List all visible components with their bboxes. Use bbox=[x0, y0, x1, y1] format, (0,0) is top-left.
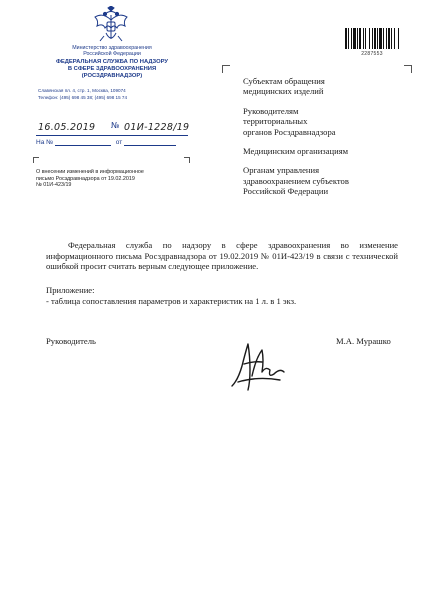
address-bracket-right bbox=[404, 65, 412, 73]
registration-number: 01И-1228/19 bbox=[124, 122, 190, 133]
service-name: ФЕДЕРАЛЬНАЯ СЛУЖБА ПО НАДЗОРУ В СФЕРЕ ЗДРАВООХРАНЕНИЯ (РОСЗДРАВНАДЗОР) bbox=[55, 58, 169, 80]
number-sign: № bbox=[111, 121, 120, 130]
attachment-item: - таблица сопоставления параметров и характеристик на 1 л. в 1 экз. bbox=[46, 296, 297, 306]
service-address: Славянская пл. 4, стр. 1, Москва, 109074 Телефон: (495) 698 45 38; (495) 698 15 74 bbox=[38, 88, 128, 100]
addressee-block bbox=[243, 76, 413, 206]
addressee: Медицинским организациям bbox=[243, 146, 349, 157]
subject-bracket-left bbox=[33, 157, 39, 163]
barcode-number: 2287553 bbox=[361, 51, 383, 57]
signatory-name: М.А. Мурашко bbox=[336, 336, 391, 346]
addressee: Субъектам обращения медицинских изделий bbox=[243, 76, 325, 97]
reply-to-date-label: от bbox=[115, 139, 123, 146]
addressee: Руководителям территориальных органов Росздравнадзора bbox=[243, 105, 336, 137]
letter-subject: О внесении изменений в информационное письмо Росздравнадзора от 19.02.2019 № 01И-423/19 bbox=[36, 169, 144, 189]
address-bracket-left bbox=[222, 65, 230, 73]
reply-to-label: На № bbox=[36, 139, 54, 146]
attachment-title: Приложение: bbox=[46, 285, 95, 295]
handwritten-signature bbox=[228, 336, 292, 394]
reply-to-row bbox=[36, 139, 176, 146]
coat-of-arms-icon bbox=[93, 6, 129, 44]
addressee: Органам управления здравоохранением субъектов Российской Федерации bbox=[243, 165, 349, 197]
reply-to-number-line bbox=[55, 145, 111, 146]
registration-rule bbox=[36, 135, 188, 136]
signatory-role: Руководитель bbox=[46, 336, 96, 346]
body-paragraph: Федеральная служба по надзору в сфере здравоохранения во изменение информационного письма Росздравнадзора от 19.02.2019 № 01И-423/19 в связи с технической ошибкой просит считать верным следующее приложение. bbox=[46, 240, 398, 272]
barcode-icon bbox=[345, 28, 399, 49]
letterhead bbox=[24, 45, 200, 101]
subject-bracket-right bbox=[184, 157, 190, 163]
ministry-name: Министерство здравоохранения Российской Федерации bbox=[72, 45, 152, 58]
reply-to-date-line bbox=[124, 145, 176, 146]
registration-date: 16.05.2019 bbox=[38, 122, 96, 133]
